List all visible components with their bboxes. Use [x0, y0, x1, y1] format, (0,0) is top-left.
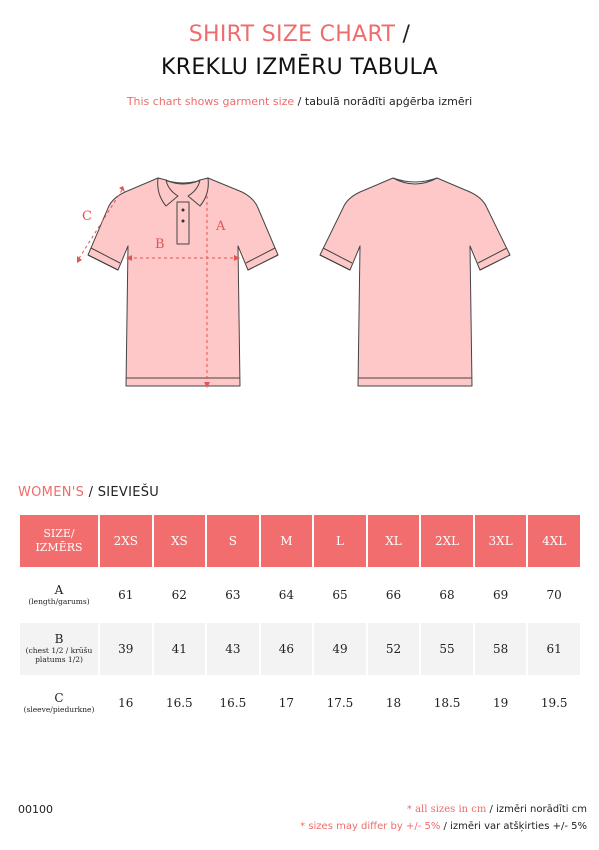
note-units-star: *: [406, 804, 416, 815]
label-c: C: [82, 209, 92, 224]
table-cell: 58: [475, 623, 527, 675]
size-header: 2XS: [100, 515, 152, 567]
subtitle: [0, 95, 599, 108]
row-header: [20, 677, 98, 729]
row-letter: A: [54, 582, 64, 597]
size-header-cell: [20, 515, 98, 567]
table-cell: 16: [118, 696, 134, 710]
table-cell: 49: [314, 623, 366, 675]
table-cell: 43: [207, 623, 259, 675]
note-units: [407, 804, 587, 815]
size-header: S: [207, 515, 259, 567]
title-separator: /: [395, 22, 411, 47]
table-cell: 41: [154, 623, 206, 675]
title-en-text: SHIRT SIZE CHART: [188, 22, 396, 47]
product-code: 00100: [18, 803, 53, 816]
row-description: (length/garums): [28, 596, 90, 606]
row-header: [20, 569, 98, 621]
label-b: B: [155, 237, 165, 252]
note-variance-lv: / izmēri var atšķirties +/- 5%: [440, 821, 587, 832]
size-table: [18, 513, 582, 731]
table-cell: 19.5: [540, 696, 568, 710]
section-title: [18, 485, 159, 500]
table-cell: 68: [439, 588, 455, 602]
row-description: (chest 1/2 / krūšu platums 1/2): [25, 646, 93, 664]
shirt-back: [320, 178, 510, 386]
row-header: [20, 623, 98, 675]
size-header: 2XL: [421, 515, 473, 567]
table-cell: 70: [546, 588, 562, 602]
table-cell: 17.5: [326, 696, 354, 710]
label-a: A: [216, 219, 226, 234]
size-header: XL: [368, 515, 420, 567]
subtitle-lv: tabulā norādīti apģērba izmēri: [304, 95, 473, 108]
table-cell: 61: [118, 588, 134, 602]
subtitle-en: This chart shows garment size: [126, 95, 295, 108]
table-cell: 55: [421, 623, 473, 675]
row-description: (sleeve/piedurkne): [23, 704, 95, 714]
size-header: L: [314, 515, 366, 567]
table-cell: 52: [368, 623, 420, 675]
shirt-diagram: [70, 170, 530, 400]
section-title-sep: /: [84, 485, 98, 500]
note-variance-star: *: [300, 821, 309, 832]
title-english: [0, 22, 599, 47]
size-header: 4XL: [528, 515, 580, 567]
size-header: M: [261, 515, 313, 567]
table-cell: 64: [278, 588, 295, 602]
size-header: 3XL: [475, 515, 527, 567]
note-variance-en: sizes may differ by +/- 5%: [308, 821, 441, 832]
size-header: XS: [154, 515, 206, 567]
table-cell: 61: [528, 623, 580, 675]
table-cell: 69: [492, 588, 509, 602]
table-cell: 16.5: [219, 696, 247, 710]
size-header-line-2: IZMĒRS: [35, 541, 83, 554]
table-row: [20, 623, 580, 675]
table-row: [20, 677, 580, 729]
table-cell: 17: [278, 696, 295, 710]
note-units-lv: / izmēri norādīti cm: [486, 804, 587, 815]
table-cell: 65: [332, 588, 348, 602]
note-variance: [300, 821, 587, 832]
title-latvian: KREKLU IZMĒRU TABULA: [161, 55, 438, 80]
table-cell: 19: [492, 696, 509, 710]
table-cell: 16.5: [165, 696, 193, 710]
table-cell: 63: [225, 588, 241, 602]
table-cell: 46: [261, 623, 313, 675]
size-header-line-1: SIZE/: [43, 527, 75, 540]
button-dot: [182, 209, 185, 212]
section-title-lv: SIEVIEŠU: [97, 485, 160, 500]
table-header-row: [20, 515, 580, 567]
table-cell: 39: [100, 623, 152, 675]
row-letter: B: [54, 632, 64, 646]
note-units-en: all sizes in cm: [415, 804, 487, 815]
section-title-en: WOMEN'S: [18, 485, 85, 500]
table-cell: 18.5: [433, 696, 461, 710]
table-cell: 62: [171, 588, 187, 602]
table-cell: 18: [385, 696, 402, 710]
table-cell: 66: [385, 588, 402, 602]
table-row: [20, 569, 580, 621]
button-dot: [182, 220, 185, 223]
row-letter: C: [54, 690, 64, 705]
subtitle-separator: /: [294, 95, 305, 108]
